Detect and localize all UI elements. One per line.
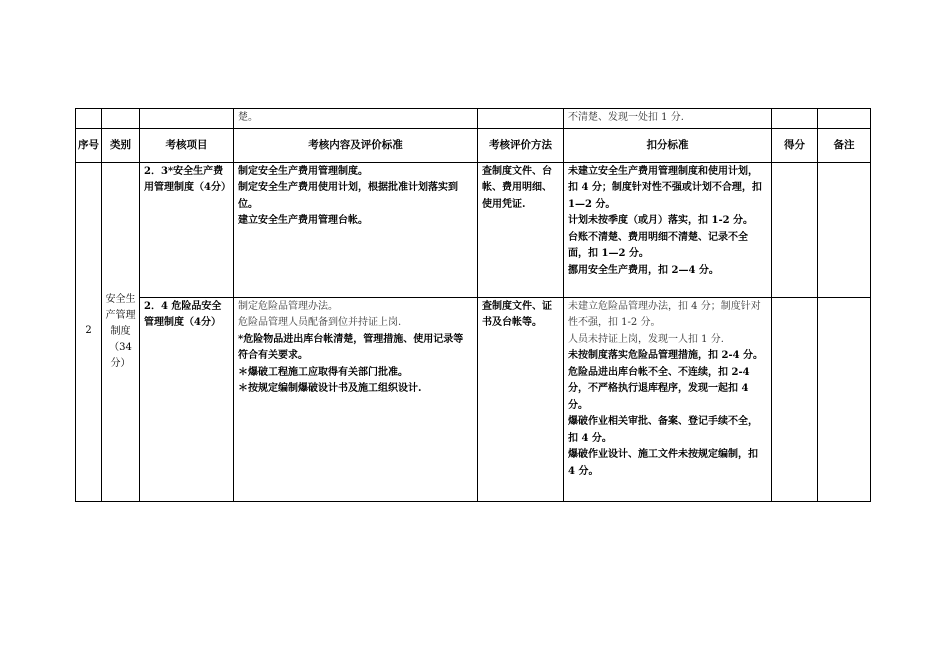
category-cell: 安全生产管理制度（34分）	[102, 162, 140, 501]
cont-cat-cell	[102, 109, 140, 129]
table-row	[76, 162, 871, 297]
deduct-line: 计划未按季度（或月）落实，扣 1-2 分。	[568, 215, 754, 226]
header-score: 得分	[772, 128, 818, 162]
cont-note-cell	[818, 109, 871, 129]
score-cell	[772, 162, 818, 297]
assessment-table	[75, 108, 871, 502]
seq-cell: 2	[76, 162, 102, 501]
deduct-line: 未建立安全生产费用管理制度和使用计划，扣 4 分；制度针对性不强或计划不合理，扣 1—2 分。	[568, 165, 762, 210]
content-line: 制定危险品管理办法。	[238, 300, 338, 312]
table-row	[76, 297, 871, 501]
deduct-cell	[564, 297, 772, 501]
method-cell: 查制度文件、台帐、费用明细、使用凭证.	[478, 162, 564, 297]
deduct-cell	[564, 162, 772, 297]
content-line: *危险物品进出库台帐清楚，管理措施、使用记录等符合有关要求。	[238, 333, 464, 361]
content-cell	[234, 297, 478, 501]
note-cell	[818, 162, 871, 297]
content-cell	[234, 162, 478, 297]
continuation-row	[76, 109, 871, 129]
header-item: 考核项目	[140, 128, 234, 162]
content-line: 建立安全生产费用管理台帐。	[238, 215, 368, 226]
method-cell: 查制度文件、证书及台帐等。	[478, 297, 564, 501]
deduct-line: 爆破作业相关审批、备案、登记手续不全，扣 4 分。	[568, 416, 758, 444]
note-cell	[818, 297, 871, 501]
deduct-line: 未建立危险品管理办法，扣 4 分；制度针对性不强，扣 1-2 分。	[568, 300, 761, 328]
deduct-line: 危险品进出库台帐不全、不连续，扣 2-4 分，不严格执行退库程序，发现一起扣 4 分。	[568, 366, 750, 411]
content-line: ＊爆破工程施工应取得有关部门批准。	[238, 366, 408, 378]
cont-item-cell	[140, 109, 234, 129]
deduct-line: 台账不清楚、费用明细不清楚、记录不全面，扣 1—2 分。	[568, 231, 748, 259]
cont-deduct-cell: 不清楚、发现一处扣 1 分.	[564, 109, 772, 129]
cont-content-cell: 楚。	[234, 109, 478, 129]
header-deduct: 扣分标准	[564, 128, 772, 162]
content-line: 制定安全生产费用使用计划，根据批准计划落实到位。	[238, 182, 458, 210]
content-line: 制定安全生产费用管理制度。	[238, 165, 368, 177]
deduct-line: 人员未持证上岗，发现一人扣 1 分.	[568, 333, 724, 345]
deduct-line: 未按制度落实危险品管理措施，扣 2-4 分。	[568, 350, 764, 361]
deduct-line: 爆破作业设计、施工文件未按规定编制，扣 4 分。	[568, 449, 758, 477]
item-cell: 2．4 危险品安全管理制度（4分）	[140, 297, 234, 501]
deduct-line: 挪用安全生产费用，扣 2—4 分。	[568, 264, 719, 276]
cont-method-cell	[478, 109, 564, 129]
header-row	[76, 128, 871, 162]
cont-seq-cell	[76, 109, 102, 129]
item-cell: 2．3*安全生产费用管理制度（4分）	[140, 162, 234, 297]
content-line: 危险品管理人员配备到位并持证上岗.	[238, 317, 402, 328]
header-method: 考核评价方法	[478, 128, 564, 162]
header-content: 考核内容及评价标准	[234, 128, 478, 162]
cont-score-cell	[772, 109, 818, 129]
score-cell	[772, 297, 818, 501]
header-note: 备注	[818, 128, 871, 162]
header-seq: 序号	[76, 128, 102, 162]
header-category: 类别	[102, 128, 140, 162]
content-line: ＊按规定编制爆破设计书及施工组织设计.	[238, 383, 422, 394]
